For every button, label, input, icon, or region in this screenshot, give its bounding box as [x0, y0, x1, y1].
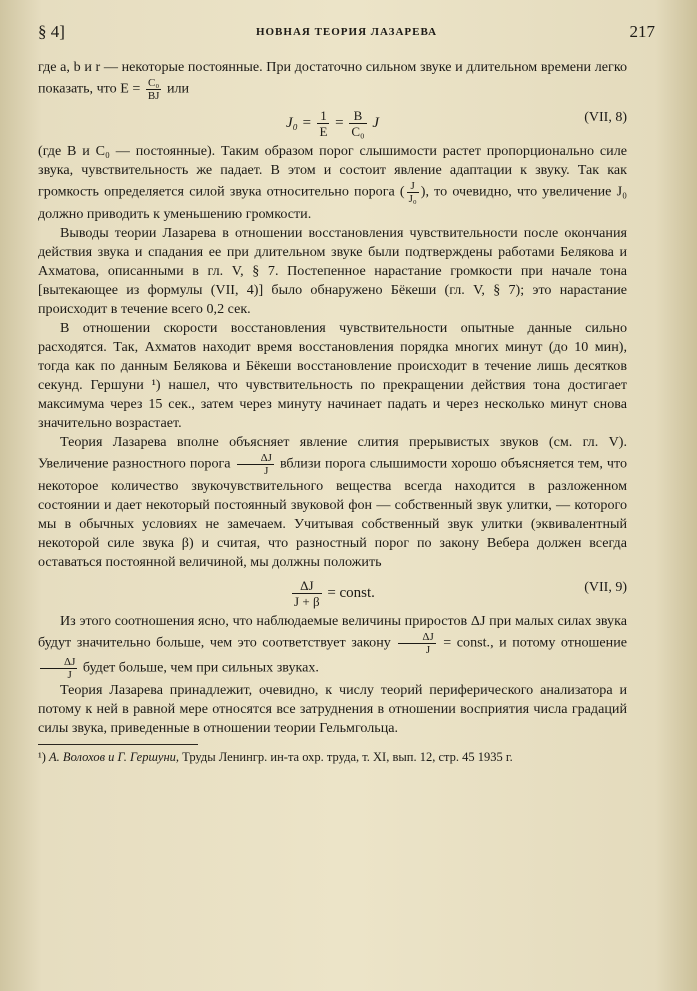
fraction-denominator: C₀: [351, 124, 365, 139]
p1-text: где a, b и r — некоторые постоянные. При достаточно сильном звуке и длительном времени легко показать, что E =: [38, 59, 627, 97]
eq1-fraction-2: [349, 108, 366, 139]
footnote-marker: ¹): [38, 750, 50, 764]
equation-number: (VII, 8): [584, 110, 627, 125]
p5-text-a: Теория Лазарева вполне объясняет явление слития прерывистых звуков (см. гл. V). Увеличение разностного порога: [38, 434, 627, 472]
fraction-numerator: B: [349, 108, 366, 124]
equation-vii-8: [38, 102, 627, 142]
paragraph-7: Теория Лазарева принадлежит, очевидно, к числу теорий периферического анализатора и потому к ней в равной мере относятся все затруднения в отношении восприятия числа градаций силы звука, приведенные в отношении теории Гельмгольца.: [38, 682, 627, 736]
fraction-dj-over-j: [237, 452, 274, 477]
p6-text-a: Из этого соотношения ясно, что наблюдаемые величины приростов ΔJ при малых силах звука будут значительно больше, чем это соответствует закону: [38, 613, 627, 651]
fraction-denominator: J₀: [408, 193, 417, 205]
fraction-e: [146, 77, 162, 102]
paragraph-6: [38, 612, 627, 681]
p1-tail: или: [166, 80, 190, 97]
p6-text-b: будет больше, чем при сильных звуках.: [79, 659, 319, 676]
fraction-denominator: J: [425, 644, 431, 656]
fraction-numerator: ΔJ: [40, 656, 77, 669]
page-body: [38, 58, 627, 765]
eq2-rhs: = const.: [323, 584, 375, 601]
running-title: НОВНАЯ ТЕОРИЯ ЛАЗАРЕВА: [255, 26, 438, 38]
fraction-numerator: ΔJ: [237, 452, 274, 465]
fraction-weber-law: [398, 631, 435, 656]
footnote-citation: Труды Ленингр. ин-та охр. труда, т. XI, вып. 12, стр. 45 1935 г.: [179, 750, 513, 764]
eq1-fraction-1: [317, 108, 329, 139]
footnote-divider: [38, 744, 198, 745]
eq1-mid: =: [331, 114, 344, 131]
footnote: [38, 749, 627, 765]
fraction-numerator: ΔJ: [292, 578, 322, 594]
p5-text-b: вблизи порога слышимости хорошо объясняется тем, что некоторое количество звукочувствительного вещества всегда находится в разложенном состоянии и дает некоторый постоянный звуковой фон — собственный звук улитки, — которого мы в обычных условиях не замечаем. Учитывая собственный звук улитки (эквивалентный некоторой силе звука β) и считая, что разностный порог по закону Вебера должен всегда оставаться постоянной величиной, мы должны положить: [38, 455, 627, 570]
equation-vii-9: [38, 572, 627, 612]
paragraph-2: [38, 142, 627, 224]
paragraph-5: [38, 433, 627, 572]
fraction-denominator: J: [264, 465, 269, 477]
fraction-denominator: E: [319, 124, 328, 139]
p2-text-b: ), то очевидно, что увеличение J₀ должно приводить к уменьшению громкости.: [38, 183, 627, 222]
equation-number: (VII, 9): [584, 580, 627, 595]
paragraph-4: В отношении скорости восстановления чувствительности опытные данные сильно расходятся. Так, Ахматов находит время восстановления порядка многих минут (до 10 мин), тогда как по данным Белякова и Бёкеши восстановление происходит в течение лишь десятков секунд. Гершуни ¹) нашел, что чувствительность по прекращении действия тона достигает максимума через 15 сек., затем через минуту начинает падать и через несколько минут снова значительно возрастает.: [38, 320, 627, 431]
fraction-denominator: J: [67, 669, 72, 681]
section-marker: § 4]: [38, 22, 65, 41]
p6-text-mid: = const., и потому отношение: [437, 634, 627, 651]
fraction-denominator: J + β: [294, 594, 320, 609]
paragraph-3: Выводы теории Лазарева в отношении восстановления чувствительности после окончания действия звука и спадания ее при длительном звуке были подтверждены работами Белякова и Ахматова, описанными в гл. V, § 7. Постепенное нарастание громкости при начале тона [вытекающее из формулы (VII, 4)] было обнаружено Бёкеши (гл. V, § 7); это нарастание происходит в течение всего 0,2 сек.: [38, 225, 627, 317]
footnote-authors: А. Волохов и Г. Гершуни,: [49, 750, 180, 764]
p2-text-a: (где B и C₀ — постоянные). Таким образом порог слышимости растет пропорционально силе звука, чувствительность же падает. В этом и состоит явление адаптации к звуку. Так как громкость определяется силой звука относительно порога (: [38, 143, 627, 200]
fraction-numerator: J: [407, 180, 419, 193]
page-number: 217: [629, 22, 655, 41]
fraction-numerator: C₀: [146, 77, 162, 90]
eq1-rhs: J: [372, 114, 380, 131]
eq1-lhs: J₀ =: [285, 114, 312, 131]
fraction-numerator: ΔJ: [398, 631, 435, 644]
fraction-ratio: [40, 656, 77, 681]
eq2-fraction: [292, 578, 322, 609]
fraction-j-over-j0: [407, 180, 419, 205]
paragraph-1: [38, 58, 627, 102]
running-header: [38, 22, 655, 44]
fraction-numerator: 1: [317, 108, 329, 124]
fraction-denominator: BJ: [147, 90, 160, 102]
